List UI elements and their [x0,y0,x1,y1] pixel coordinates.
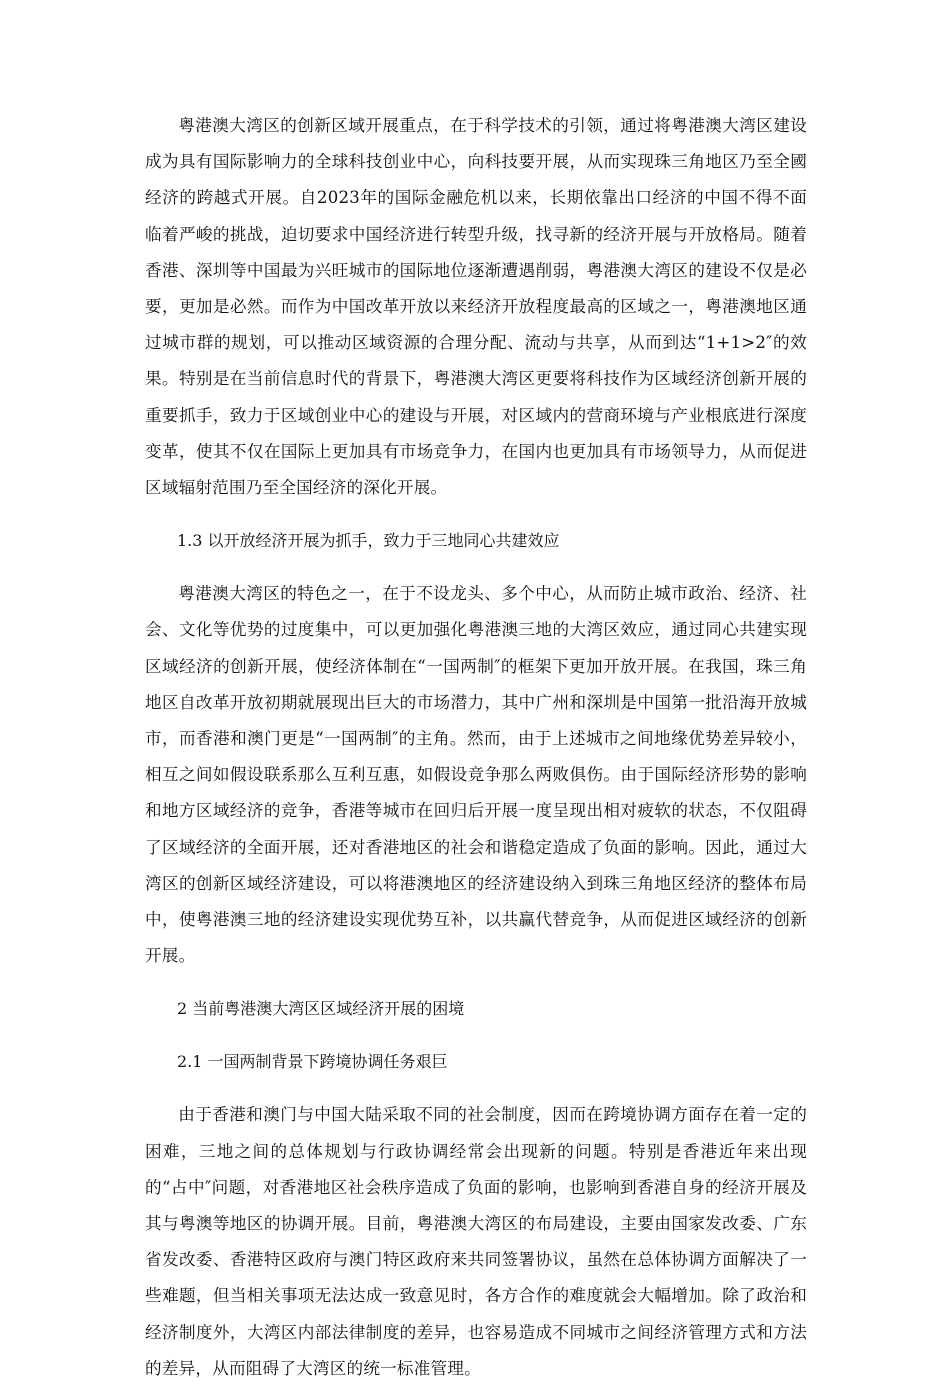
paragraph-cross-border: 由于香港和澳门与中国大陆采取不同的社会制度，因而在跨境协调方面存在着一定的困难，三地之间的总体规划与行政协调经常会出现新的问题。特别是香港近年来出现的“占中″问题，对香港地区社会秩序造成了负面的影响，也影响到香港自身的经济开展及其与粤澳等地区的协调开展。目前，粤港澳大湾区的布局建设，主要由国家发改委、广东省发改委、香港特区政府与澳门特区政府来共同签署协议，虽然在总体协调方面解决了一些难题，但当相关事项无法达成一致意见时，各方合作的难度就会大幅增加。除了政治和经济制度外，大湾区内部法律制度的差异，也容易造成不同城市之间经济管理方式和方法的差异，从而阻碍了大湾区的统一标准管理。 [145,1105,807,1378]
spacer [145,1027,807,1044]
spacer [145,974,807,991]
section-heading-1-3: 1.3 以开放经济开展为抓手，致力于三地同心共建效应 [177,531,560,551]
spacer [145,559,807,576]
spacer [145,506,807,523]
paragraph-innovation-focus: 粤港澳大湾区的创新区域开展重点，在于科学技术的引领，通过将粤港澳大湾区建设成为具有国际影响力的全球科技创业中心，向科技要开展，从而实现珠三角地区乃至全國经济的跨越式开展。自2023年的国际金融危机以来，长期依靠出口经济的中国不得不面临着严峻的挑战，迫切要求中国经济进行转型升级，找寻新的经济开展与开放格局。随着香港、深圳等中国最为兴旺城市的国际地位逐渐遭遇削弱，粤港澳大湾区的建设不仅是必要，更加是必然。而作为中国改革开放以来经济开放程度最高的区域之一，粤港澳地区通过城市群的规划，可以推动区域资源的合理分配、流动与共享，从而到达“1+1>2″的效果。特别是在当前信息时代的背景下，粤港澳大湾区更要将科技作为区域经济创新开展的重要抓手，致力于区域创业中心的建设与开展，对区域内的营商环境与产业根底进行深度变革，使其不仅在国际上更加具有市场竞争力，在国内也更加具有市场领导力，从而促进区域辐射范围乃至全国经济的深化开展。 [145,116,807,498]
spacer [145,1080,807,1097]
section-heading-2: 2 当前粤港澳大湾区区域经济开展的困境 [177,999,465,1019]
document-page [145,108,807,1387]
paragraph-co-construction: 粤港澳大湾区的特色之一，在于不设龙头、多个中心，从而防止城市政治、经济、社会、文化等优势的过度集中，可以更加强化粤港澳三地的大湾区效应，通过同心共建实现区域经济的创新开展，使经济体制在“一国两制″的框架下更加开放开展。在我国，珠三角地区自改革开放初期就展现出巨大的市场潜力，其中广州和深圳是中国第一批沿海开放城市，而香港和澳门更是“一国两制″的主角。然而，由于上述城市之间地缘优势差异较小，相互之间如假设联系那么互利互惠，如假设竞争那么两败俱伤。由于国际经济形势的影响和地方区域经济的竞争，香港等城市在回归后开展一度呈现出相对疲软的状态，不仅阻碍了区域经济的全面开展，还对香港地区的社会和谐稳定造成了负面的影响。因此，通过大湾区的创新区域经济建设，可以将港澳地区的经济建设纳入到珠三角地区经济的整体布局中，使粤港澳三地的经济建设实现优势互补，以共赢代替竞争，从而促进区域经济的创新开展。 [145,584,807,966]
section-heading-2-1: 2.1 一国两制背景下跨境协调任务艰巨 [177,1052,448,1072]
